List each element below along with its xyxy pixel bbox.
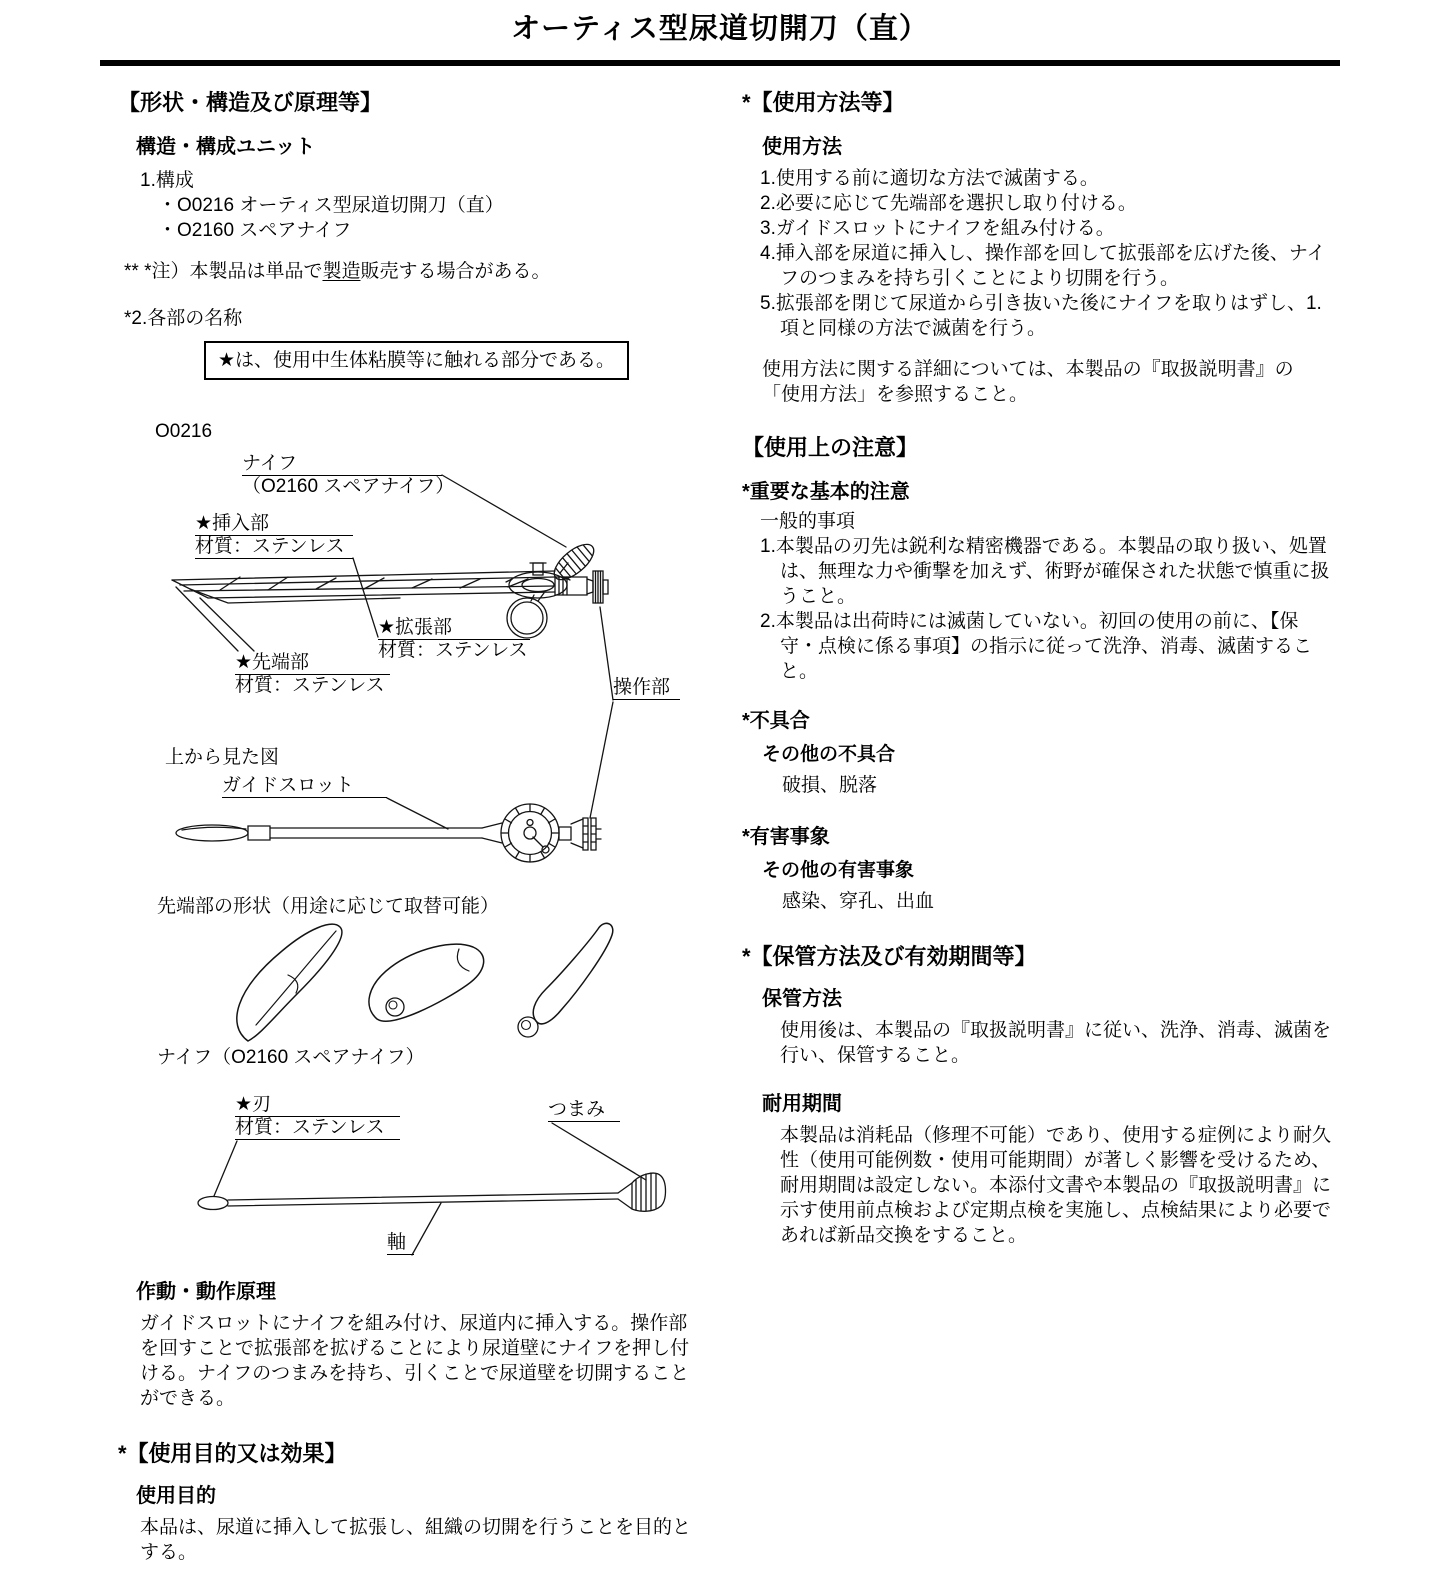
mucosa-contact-note-box: ★は、使用中生体粘膜等に触れる部分である。 [204, 341, 629, 380]
usage-reference-note: 使用方法に関する詳細については、本製品の『取扱説明書』の「使用方法」を参照すること。 [762, 359, 1294, 405]
composition-item: ・O0216 オーティス型尿道切開刀（直） [158, 195, 504, 216]
other-adverse-events-label: その他の有害事象 [762, 860, 915, 881]
model-number-label: O0216 [155, 421, 213, 442]
general-matters-label: 一般的事項 [760, 511, 856, 532]
single-sale-note: ** *注）本製品は単品で製造販売する場合がある。 [124, 261, 551, 282]
expansion-part-callout: ★拡張部 材質：ステンレス [378, 617, 530, 662]
section-usage-method: *【使用方法等】 [742, 90, 905, 115]
top-view-label: 上から見た図 [165, 747, 280, 768]
sub-operation-principle: 作動・動作原理 [136, 1281, 276, 1303]
composition-label: 1.構成 [140, 170, 194, 191]
service-life-text: 本製品は消耗品（修理不可能）であり、使用する症例により耐久性（使用可能例数・使用可能期間）が著しく影響を受けるため、耐用期間は設定しない。本添付文書や本製品の『取扱説明書』に示す使用前点検および定期点検を実施し、点検結果により必要であれば新品交換をすること。 [780, 1125, 1332, 1246]
page-title: オーティス型尿道切開刀（直） [511, 13, 929, 45]
storage-method-text: 使用後は、本製品の『取扱説明書』に従い、洗浄、消毒、滅菌を行い、保管すること。 [780, 1020, 1332, 1066]
right-column [742, 88, 1332, 1248]
intended-use-text: 本品は、尿道に挿入して拡張し、組織の切開を行うことを目的とする。 [140, 1517, 692, 1563]
usage-step: 1.使用する前に適切な方法で滅菌する。 [760, 168, 1099, 189]
guide-slot-callout: ガイドスロット [222, 775, 387, 798]
operation-principle-text: ガイドスロットにナイフを組み付け、尿道内に挿入する。操作部を回すことで拡張部を拡げることにより尿道壁にナイフを押し付ける。ナイフのつまみを持ち、引くことで尿道壁を切開することができる。 [140, 1313, 690, 1409]
general-item: 1.本製品の刃先は鋭利な精密機器である。本製品の取り扱い、処置は、無理な力や衝撃を加えず、術野が確保された状態で慎重に扱うこと。 [760, 536, 1330, 607]
general-item: 2.本製品は出荷時には滅菌していない。初回の使用の前に、【保守・点検に係る事項】の指示に従って洗浄、消毒、滅菌すること。 [760, 611, 1313, 682]
knob-callout: つまみ [548, 1099, 620, 1122]
section-storage: *【保管方法及び有効期間等】 [742, 944, 1037, 969]
operation-part-callout: 操作部 [613, 677, 680, 700]
device-figure [150, 419, 730, 1269]
sub-service-life: 耐用期間 [762, 1093, 842, 1115]
usage-step: 4.挿入部を尿道に挿入し、操作部を回して拡張部を広げた後、ナイフのつまみを持ち引くことにより切開を行う。 [760, 243, 1326, 289]
usage-steps [760, 166, 1332, 341]
blade-callout: ★刃 材質：ステンレス [235, 1094, 400, 1140]
other-defects-label: その他の不具合 [762, 744, 896, 765]
section-shape-structure: 【形状・構造及び原理等】 [118, 90, 383, 115]
usage-step: 3.ガイドスロットにナイフを組み付ける。 [760, 218, 1115, 239]
sub-intended-use: 使用目的 [136, 1485, 216, 1507]
insertion-part-callout: ★挿入部 材質：ステンレス [195, 513, 353, 559]
composition-item: ・O2160 スペアナイフ [158, 220, 352, 241]
knife-callout: ナイフ （O2160 スペアナイフ） [242, 453, 455, 497]
sub-defects: *不具合 [742, 710, 810, 732]
defects-text: 破損、脱落 [782, 775, 878, 796]
sub-adverse-events: *有害事象 [742, 826, 830, 848]
general-items [760, 534, 1332, 684]
sub-important-precautions: *重要な基本的注意 [742, 481, 910, 503]
usage-step: 2.必要に応じて先端部を選択し取り付ける。 [760, 193, 1137, 214]
parts-name-heading: *2.各部の名称 [124, 308, 243, 329]
sub-usage-method: 使用方法 [762, 136, 842, 158]
sub-storage-method: 保管方法 [762, 988, 842, 1010]
tip-shapes-caption: 先端部の形状（用途に応じて取替可能） [157, 896, 500, 917]
usage-step: 5.拡張部を閉じて尿道から引き抜いた後にナイフを取りはずし、1.項と同様の方法で滅菌を行う。 [760, 293, 1322, 339]
knife-figure-caption: ナイフ（O2160 スペアナイフ） [157, 1047, 425, 1068]
adverse-events-text: 感染、穿孔、出血 [782, 891, 935, 912]
left-column [118, 88, 710, 1565]
sub-structure-unit: 構造・構成ユニット [136, 136, 316, 158]
shaft-callout: 軸 [387, 1232, 414, 1255]
tip-part-callout: ★先端部 材質：ステンレス [235, 652, 390, 697]
section-intended-use: *【使用目的又は効果】 [118, 1441, 347, 1466]
title-rule [100, 60, 1340, 66]
underlined-word: 製造 [322, 261, 361, 282]
section-precautions: 【使用上の注意】 [742, 435, 919, 460]
